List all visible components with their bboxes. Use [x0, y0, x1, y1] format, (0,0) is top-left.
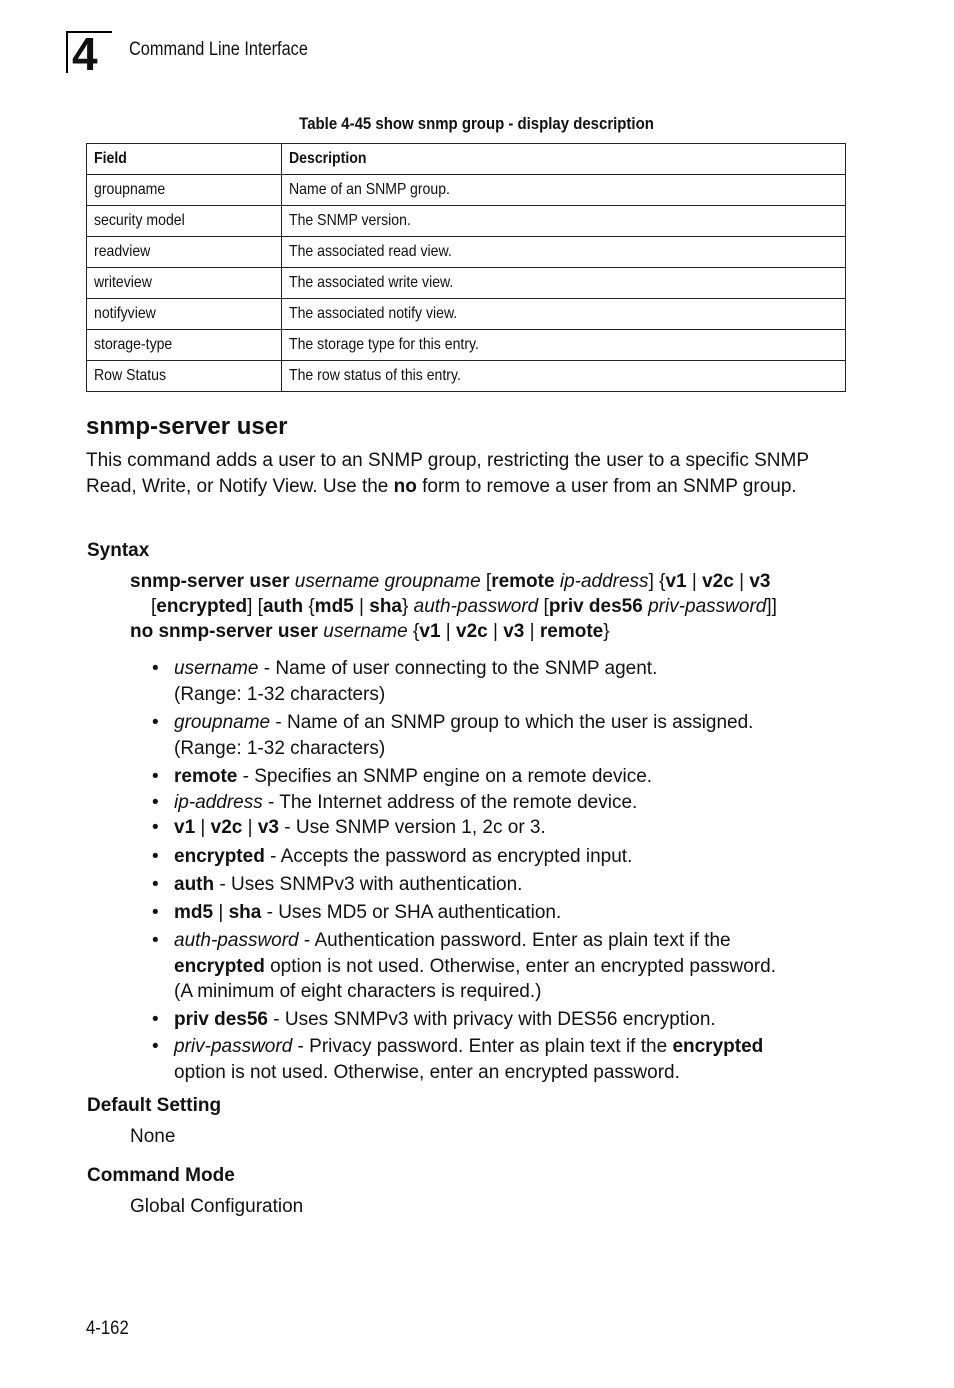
table-caption: Table 4-45 show snmp group - display description	[299, 114, 655, 133]
list-item: • auth-password - Authentication password. Enter as plain text if the encrypted option is not used. Otherwise, enter an encrypted password. (A minimum of eight characters is required.)	[150, 928, 850, 1005]
field-cell: groupname	[87, 175, 282, 206]
description-cell: Name of an SNMP group.	[282, 175, 846, 206]
field-cell: writeview	[87, 268, 282, 299]
list-item: • encrypted - Accepts the password as encrypted input.	[150, 844, 850, 870]
column-header: Description	[282, 144, 846, 175]
list-item: • v1 | v2c | v3 - Use SNMP version 1, 2c or 3.	[150, 815, 850, 841]
list-item: • groupname - Name of an SNMP group to which the user is assigned. (Range: 1-32 characters)	[150, 710, 850, 761]
list-item: • username - Name of user connecting to the SNMP agent. (Range: 1-32 characters)	[150, 656, 850, 707]
page-number: 4-162	[86, 1318, 129, 1339]
running-title: Command Line Interface	[129, 39, 308, 60]
column-header: Field	[87, 144, 282, 175]
description-cell: The SNMP version.	[282, 206, 846, 237]
parameter-list	[150, 656, 850, 1085]
command-mode-heading: Command Mode	[87, 1165, 235, 1186]
syntax-line: [encrypted] [auth {md5 | sha} auth-password [priv des56 priv-password]]	[151, 596, 777, 617]
field-cell: notifyview	[87, 299, 282, 330]
list-item: • md5 | sha - Uses MD5 or SHA authentication.	[150, 900, 850, 926]
chapter-number: 4	[72, 28, 97, 80]
list-item: • auth - Uses SNMPv3 with authentication.	[150, 872, 850, 898]
intro-paragraph: This command adds a user to an SNMP group, restricting the user to a specific SNMP Read, Write, or Notify View. Use the no form to remove a user from an SNMP group.	[86, 450, 809, 497]
description-cell: The associated write view.	[282, 268, 846, 299]
default-setting-value: None	[130, 1126, 176, 1147]
description-cell: The row status of this entry.	[282, 361, 846, 392]
list-item: • ip-address - The Internet address of the remote device.	[150, 790, 850, 816]
table-header-row	[87, 144, 846, 175]
list-item: • remote - Specifies an SNMP engine on a remote device.	[150, 764, 850, 790]
syntax-line: snmp-server user username groupname [remote ip-address] {v1 | v2c | v3	[130, 571, 771, 592]
syntax-block	[130, 569, 850, 644]
syntax-heading: Syntax	[87, 540, 150, 561]
table-row	[87, 175, 846, 206]
table-row	[87, 330, 846, 361]
field-cell: readview	[87, 237, 282, 268]
table-row	[87, 299, 846, 330]
section-title: snmp-server user	[86, 413, 288, 440]
syntax-line: no snmp-server user username {v1 | v2c | v3 | remote}	[130, 621, 610, 642]
description-cell: The storage type for this entry.	[282, 330, 846, 361]
description-cell: The associated read view.	[282, 237, 846, 268]
field-cell: Row Status	[87, 361, 282, 392]
table-row	[87, 268, 846, 299]
field-cell: storage-type	[87, 330, 282, 361]
table-row	[87, 237, 846, 268]
default-setting-heading: Default Setting	[87, 1095, 222, 1116]
table-row	[87, 361, 846, 392]
table-row	[87, 206, 846, 237]
description-cell: The associated notify view.	[282, 299, 846, 330]
description-table	[86, 143, 846, 392]
field-cell: security model	[87, 206, 282, 237]
list-item: • priv des56 - Uses SNMPv3 with privacy with DES56 encryption.	[150, 1007, 850, 1033]
chapter-number-box	[66, 28, 112, 80]
list-item: • priv-password - Privacy password. Enter as plain text if the encrypted option is not used. Otherwise, enter an encrypted password.	[150, 1034, 850, 1085]
command-mode-value: Global Configuration	[130, 1196, 304, 1217]
